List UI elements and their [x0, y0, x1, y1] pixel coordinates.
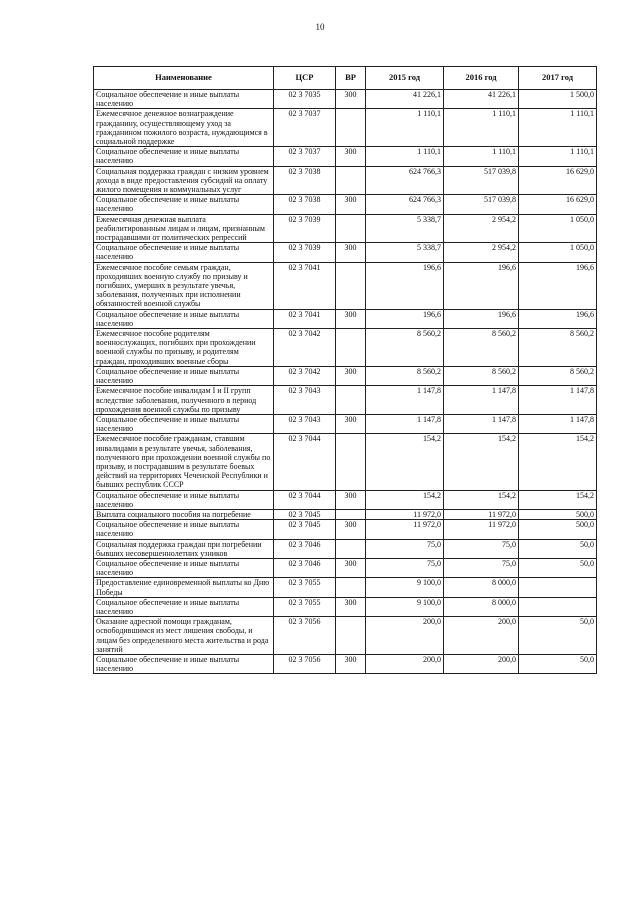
- row-2017-cell: 154,2: [519, 490, 597, 509]
- row-name-cell: Социальное обеспечение и иные выплаты населению: [94, 366, 274, 385]
- table-row: [94, 520, 597, 539]
- header-csr: ЦСР: [274, 67, 336, 90]
- table-row: [94, 309, 597, 328]
- row-name-cell: Социальное обеспечение и иные выплаты населению: [94, 597, 274, 616]
- row-csr-cell: 02 3 7045: [274, 520, 336, 539]
- row-vr-cell: 300: [336, 195, 366, 214]
- row-2017-cell: 50,0: [519, 617, 597, 655]
- row-name-cell: Оказание адресной помощи гражданам, освободившимся из мест лишения свободы, и лицам без определенного места жительства и рода занятий: [94, 617, 274, 655]
- row-name-cell: Ежемесячное денежное вознаграждение гражданину, осуществляющему уход за гражданином пожилого возраста, нуждающимся в социальной поддержке: [94, 109, 274, 147]
- row-vr-cell: [336, 509, 366, 519]
- row-name-cell: Социальное обеспечение и иные выплаты населению: [94, 195, 274, 214]
- header-2017: 2017 год: [519, 67, 597, 90]
- row-2017-cell: 1 050,0: [519, 243, 597, 262]
- row-2016-cell: 154,2: [444, 490, 519, 509]
- row-name-cell: Ежемесячное пособие семьям граждан, проходивших военную службу по призыву и погибших, умерших в результате увечья, заболевания, полученных при исполнении обязанностей военной службы: [94, 262, 274, 309]
- row-name-cell: Социальное обеспечение и иные выплаты населению: [94, 490, 274, 509]
- row-vr-cell: [336, 386, 366, 415]
- row-vr-cell: [336, 166, 366, 195]
- row-name-cell: Ежемесячная денежная выплата реабилитированным лицам и лицам, признанным пострадавшими от политических репрессий: [94, 214, 274, 243]
- row-csr-cell: 02 3 7035: [274, 90, 336, 109]
- row-2017-cell: 50,0: [519, 558, 597, 577]
- header-vr: ВР: [336, 67, 366, 90]
- row-name-cell: Социальное обеспечение и иные выплаты населению: [94, 147, 274, 166]
- row-2016-cell: 75,0: [444, 558, 519, 577]
- row-2016-cell: 154,2: [444, 434, 519, 490]
- row-name-cell: Социальное обеспечение и иные выплаты населению: [94, 243, 274, 262]
- row-2017-cell: 500,0: [519, 520, 597, 539]
- row-name-cell: Предоставление единовременной выплаты ко Дню Победы: [94, 578, 274, 597]
- row-2015-cell: 154,2: [366, 490, 444, 509]
- row-csr-cell: 02 3 7044: [274, 434, 336, 490]
- table-row: [94, 434, 597, 490]
- row-2016-cell: 1 110,1: [444, 147, 519, 166]
- row-csr-cell: 02 3 7037: [274, 109, 336, 147]
- row-name-cell: Социальное обеспечение и иные выплаты населению: [94, 414, 274, 433]
- row-2016-cell: 196,6: [444, 309, 519, 328]
- row-vr-cell: [336, 578, 366, 597]
- row-csr-cell: 02 3 7041: [274, 262, 336, 309]
- row-2015-cell: 196,6: [366, 262, 444, 309]
- row-2016-cell: 8 000,0: [444, 597, 519, 616]
- row-2015-cell: 154,2: [366, 434, 444, 490]
- row-2015-cell: 624 766,3: [366, 195, 444, 214]
- row-vr-cell: 300: [336, 490, 366, 509]
- row-2017-cell: 16 629,0: [519, 195, 597, 214]
- row-2017-cell: 154,2: [519, 434, 597, 490]
- row-2017-cell: 16 629,0: [519, 166, 597, 195]
- row-2016-cell: 8 560,2: [444, 366, 519, 385]
- row-vr-cell: 300: [336, 309, 366, 328]
- row-csr-cell: 02 3 7043: [274, 386, 336, 415]
- row-2016-cell: 1 147,8: [444, 386, 519, 415]
- table-row: [94, 386, 597, 415]
- row-csr-cell: 02 3 7037: [274, 147, 336, 166]
- row-2017-cell: 8 560,2: [519, 329, 597, 367]
- table-row: [94, 243, 597, 262]
- row-2016-cell: 200,0: [444, 654, 519, 673]
- row-name-cell: Ежемесячное пособие родителям военнослужащих, погибших при прохождении военной службы по призыву, и родителям граждан, проходивших военные сборы: [94, 329, 274, 367]
- row-2016-cell: 200,0: [444, 617, 519, 655]
- row-2015-cell: 75,0: [366, 539, 444, 558]
- row-2017-cell: 1 110,1: [519, 109, 597, 147]
- row-2017-cell: [519, 597, 597, 616]
- row-csr-cell: 02 3 7045: [274, 509, 336, 519]
- row-vr-cell: [336, 434, 366, 490]
- row-vr-cell: 300: [336, 243, 366, 262]
- table-row: [94, 578, 597, 597]
- row-vr-cell: [336, 214, 366, 243]
- table-row: [94, 597, 597, 616]
- row-2017-cell: 1 050,0: [519, 214, 597, 243]
- table-row: [94, 90, 597, 109]
- row-name-cell: Ежемесячное пособие инвалидам I и II групп вследствие заболевания, полученного в период прохождения военной службы по призыву: [94, 386, 274, 415]
- row-vr-cell: [336, 109, 366, 147]
- table-row: [94, 414, 597, 433]
- row-2016-cell: 2 954,2: [444, 243, 519, 262]
- row-csr-cell: 02 3 7055: [274, 597, 336, 616]
- table-row: [94, 147, 597, 166]
- row-name-cell: Ежемесячное пособие гражданам, ставшим инвалидами в результате увечья, заболевания, полученного при прохождении военной службы по призыву, и пострадавшим в результате боевых действий на территориях Чеченской Республики и бывших республик СССР: [94, 434, 274, 490]
- row-2017-cell: 50,0: [519, 654, 597, 673]
- row-csr-cell: 02 3 7038: [274, 166, 336, 195]
- row-csr-cell: 02 3 7039: [274, 214, 336, 243]
- row-2015-cell: 624 766,3: [366, 166, 444, 195]
- row-vr-cell: 300: [336, 558, 366, 577]
- row-csr-cell: 02 3 7042: [274, 366, 336, 385]
- row-2015-cell: 5 338,7: [366, 214, 444, 243]
- row-2016-cell: 196,6: [444, 262, 519, 309]
- row-2016-cell: 1 147,8: [444, 414, 519, 433]
- row-2015-cell: 1 110,1: [366, 109, 444, 147]
- table-row: [94, 509, 597, 519]
- row-vr-cell: [336, 329, 366, 367]
- row-vr-cell: [336, 539, 366, 558]
- row-2016-cell: 11 972,0: [444, 520, 519, 539]
- row-name-cell: Социальное обеспечение и иные выплаты населению: [94, 520, 274, 539]
- table-row: [94, 539, 597, 558]
- row-2016-cell: 75,0: [444, 539, 519, 558]
- row-vr-cell: 300: [336, 366, 366, 385]
- row-vr-cell: 300: [336, 520, 366, 539]
- table-row: [94, 214, 597, 243]
- row-2015-cell: 11 972,0: [366, 509, 444, 519]
- row-2017-cell: 8 560,2: [519, 366, 597, 385]
- table-row: [94, 558, 597, 577]
- row-name-cell: Выплата социального пособия на погребение: [94, 509, 274, 519]
- row-csr-cell: 02 3 7039: [274, 243, 336, 262]
- row-csr-cell: 02 3 7044: [274, 490, 336, 509]
- row-csr-cell: 02 3 7042: [274, 329, 336, 367]
- table-row: [94, 329, 597, 367]
- table-row: [94, 366, 597, 385]
- header-name: Наименование: [94, 67, 274, 90]
- row-vr-cell: [336, 617, 366, 655]
- table-row: [94, 166, 597, 195]
- row-2016-cell: 1 110,1: [444, 109, 519, 147]
- table-header-row: [94, 67, 597, 90]
- row-name-cell: Социальное обеспечение и иные выплаты населению: [94, 558, 274, 577]
- row-2015-cell: 41 226,1: [366, 90, 444, 109]
- row-2015-cell: 9 100,0: [366, 597, 444, 616]
- row-2015-cell: 8 560,2: [366, 366, 444, 385]
- row-2015-cell: 196,6: [366, 309, 444, 328]
- row-csr-cell: 02 3 7046: [274, 539, 336, 558]
- page-number: 10: [315, 22, 325, 32]
- row-2016-cell: 517 039,8: [444, 166, 519, 195]
- row-2015-cell: 1 147,8: [366, 414, 444, 433]
- row-2016-cell: 8 560,2: [444, 329, 519, 367]
- table-row: [94, 109, 597, 147]
- row-csr-cell: 02 3 7041: [274, 309, 336, 328]
- row-vr-cell: 300: [336, 147, 366, 166]
- row-2017-cell: 1 147,8: [519, 414, 597, 433]
- table-row: [94, 490, 597, 509]
- budget-table: [93, 66, 597, 674]
- row-csr-cell: 02 3 7056: [274, 617, 336, 655]
- header-2015: 2015 год: [366, 67, 444, 90]
- row-2015-cell: 1 147,8: [366, 386, 444, 415]
- table-row: [94, 617, 597, 655]
- row-csr-cell: 02 3 7043: [274, 414, 336, 433]
- row-csr-cell: 02 3 7038: [274, 195, 336, 214]
- row-name-cell: Социальная поддержка граждан при погребении бывших несовершеннолетних узников: [94, 539, 274, 558]
- header-2016: 2016 год: [444, 67, 519, 90]
- row-2015-cell: 200,0: [366, 617, 444, 655]
- row-2015-cell: 11 972,0: [366, 520, 444, 539]
- row-2016-cell: 41 226,1: [444, 90, 519, 109]
- row-2016-cell: 11 972,0: [444, 509, 519, 519]
- row-vr-cell: 300: [336, 90, 366, 109]
- row-2017-cell: 1 147,8: [519, 386, 597, 415]
- row-name-cell: Социальное обеспечение и иные выплаты населению: [94, 90, 274, 109]
- row-csr-cell: 02 3 7056: [274, 654, 336, 673]
- row-name-cell: Социальное обеспечение и иные выплаты населению: [94, 654, 274, 673]
- table-row: [94, 262, 597, 309]
- row-csr-cell: 02 3 7055: [274, 578, 336, 597]
- row-2017-cell: 1 110,1: [519, 147, 597, 166]
- table-row: [94, 195, 597, 214]
- row-name-cell: Социальная поддержка граждан с низким уровнем дохода в виде предоставления субсидий на оплату жилого помещения и коммунальных услуг: [94, 166, 274, 195]
- row-2017-cell: 1 500,0: [519, 90, 597, 109]
- row-2015-cell: 8 560,2: [366, 329, 444, 367]
- row-name-cell: Социальное обеспечение и иные выплаты населению: [94, 309, 274, 328]
- row-2017-cell: 196,6: [519, 309, 597, 328]
- row-vr-cell: 300: [336, 654, 366, 673]
- row-2016-cell: 8 000,0: [444, 578, 519, 597]
- row-2016-cell: 2 954,2: [444, 214, 519, 243]
- row-2016-cell: 517 039,8: [444, 195, 519, 214]
- row-2017-cell: 196,6: [519, 262, 597, 309]
- row-2015-cell: 1 110,1: [366, 147, 444, 166]
- row-2017-cell: 500,0: [519, 509, 597, 519]
- row-2015-cell: 5 338,7: [366, 243, 444, 262]
- row-vr-cell: [336, 262, 366, 309]
- row-2015-cell: 200,0: [366, 654, 444, 673]
- row-vr-cell: 300: [336, 597, 366, 616]
- row-2017-cell: 50,0: [519, 539, 597, 558]
- table-row: [94, 654, 597, 673]
- row-2015-cell: 9 100,0: [366, 578, 444, 597]
- row-csr-cell: 02 3 7046: [274, 558, 336, 577]
- row-2017-cell: [519, 578, 597, 597]
- row-2015-cell: 75,0: [366, 558, 444, 577]
- row-vr-cell: 300: [336, 414, 366, 433]
